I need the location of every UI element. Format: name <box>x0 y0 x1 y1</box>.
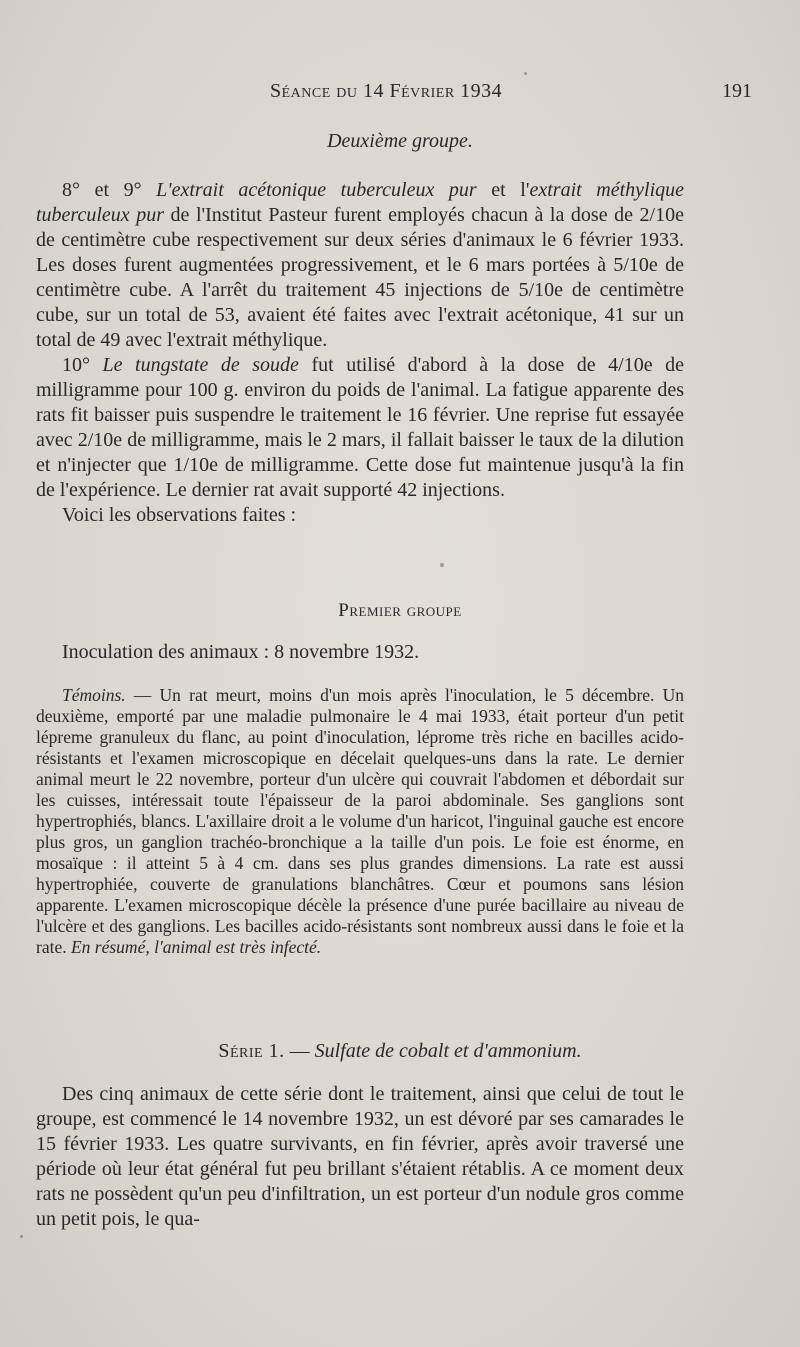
paragraph-1-term-1: L'extrait acétonique tuberculeux pur <box>156 179 477 201</box>
print-speck <box>20 1235 23 1238</box>
temoins-text: — Un rat meurt, moins d'un mois après l'inoculation, le 5 décembre. Un deuxième, emporté par une maladie pulmonaire le 4 mai 1933, était porteur d'un petit lépreme granuleux du flanc, au point d'inoculation, léprome très riche en bacilles acido-résistants et l'examen microscopique en décelait quelques-uns dans la rate. Le dernier animal meurt le 22 novembre, porteur d'un ulcère qui couvrait l'abdomen et débordait sur les cuisses, intéressait toute l'épaisseur de la paroi abdominale. Ses ganglions sont hypertrophiés, blancs. L'axillaire droit a le volume d'un haricot, l'inguinal gauche est encore plus gros, un ganglion trachéo-bronchique a la taille d'un pois. Le foie est énorme, en mosaïque : il atteint 5 à 4 cm. dans ses plus grandes dimensions. La rate est aussi hypertrophiée, couverte de granulations blanchâtres. Cœur et poumons sans lésion apparente. L'examen microscopique décèle la présence d'une purée bacillaire au niveau de l'ulcère et des ganglions. Les bacilles acido-résistants sont nombreux aussi dans le foie et la rate. <box>36 685 684 957</box>
running-head <box>40 80 760 110</box>
paragraph-1 <box>36 178 684 353</box>
serie-1-dash: — <box>284 1040 315 1062</box>
temoins-label: Témoins. <box>62 685 126 705</box>
print-speck <box>440 563 444 567</box>
paragraph-2 <box>36 353 684 503</box>
premier-groupe-heading: Premier groupe <box>338 600 462 621</box>
paragraph-1-connector: et l' <box>476 179 530 201</box>
serie-1-heading <box>0 1040 800 1063</box>
serie-1-label: Série 1. <box>218 1040 285 1062</box>
section-title: Deuxième groupe. <box>327 130 473 152</box>
paragraph-1-text: de l'Institut Pasteur furent employés chacun à la dose de 2/10e de centimètre cube respectivement sur deux séries d'animaux le 6 février 1933. Les doses furent augmentées progressivement, et le 6 mars portées à 5/10e de centimètre cube. A l'arrêt du traitement 45 injections de 5/10e de centimètre cube, sur un total de 53, avaient été faites avec l'extrait acétonique, 41 sur un total de 49 avec l'extrait méthylique. <box>36 204 684 351</box>
paragraph-2-term: Le tungstate de soude <box>102 354 299 376</box>
paragraph-3: Voici les observations faites : <box>62 504 297 526</box>
serie-1-paragraph <box>36 1082 684 1232</box>
paragraph-1-term-2: extrait méthylique tuberculeux pur <box>36 179 685 226</box>
print-speck <box>524 72 527 75</box>
serie-1-text: Des cinq animaux de cette série dont le traitement, ainsi que celui de tout le groupe, est commencé le 14 novembre 1932, un est dévoré par ses camarades le 15 février 1933. Les quatre survivants, en fin février, après avoir traversé une période où leur état général fut peu brillant s'étaient rétablis. A ce moment deux rats ne possèdent qu'un peu d'infiltration, un est porteur d'un nodule gros comme un petit pois, le qua- <box>36 1083 684 1230</box>
inoculation-line: Inoculation des animaux : 8 novembre 1932. <box>62 641 420 663</box>
temoins-conclusion: En résumé, l'animal est très infecté. <box>70 937 322 957</box>
paragraph-2-number: 10° <box>62 354 103 376</box>
serie-1-title: Sulfate de cobalt et d'ammonium. <box>314 1040 582 1062</box>
page-number: 191 <box>722 80 752 102</box>
temoins-paragraph <box>36 685 684 958</box>
paragraph-extraits <box>36 178 684 528</box>
paragraph-2-text: fut utilisé d'abord à la dose de 4/10e de milligramme pour 100 g. environ du poids de l'animal. La fatigue apparente des rats fit baisser puis suspendre le traitement le 16 février. Une reprise fut essayée avec 2/10e de milligramme, mais le 2 mars, il fallait baisser le taux de la dilution et n'injecter que 1/10e de milligramme. Cette dose fut maintenue jusqu'à la fin de l'expérience. Le dernier rat avait supporté 42 injections. <box>36 354 684 501</box>
paragraph-1-number: 8° et 9° <box>62 179 157 201</box>
running-head-title: Séance du 14 Février 1934 <box>270 80 503 102</box>
